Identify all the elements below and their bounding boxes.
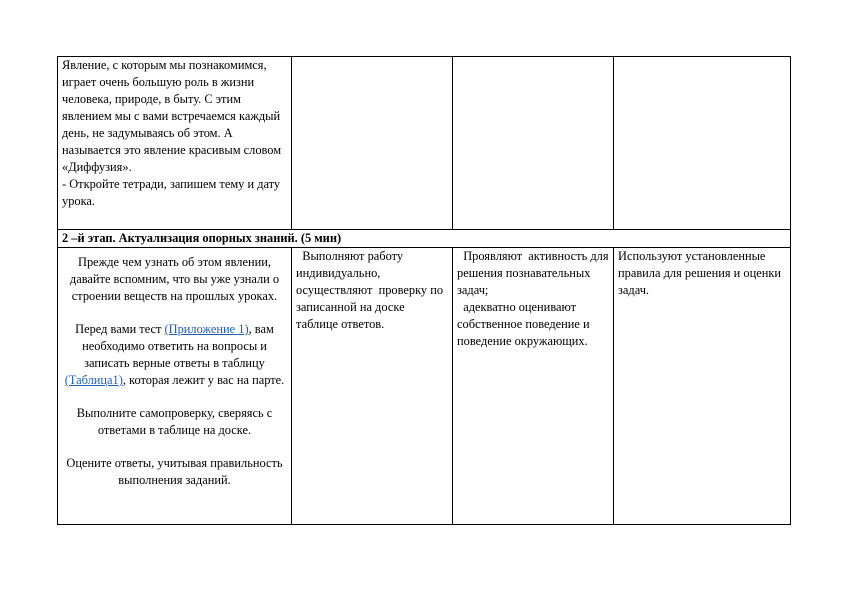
teacher-paragraph: Оцените ответы, учитывая правильность выполнения заданий. [66,456,283,487]
regulatory-uud-text: Используют установленные правила для решения и оценки задач. [618,249,782,297]
teacher-activity-cell [58,248,292,525]
teacher-paragraph: Выполните самопроверку, сверяясь с ответами в таблице на доске. [76,406,273,437]
text-fragment: Перед вами тест [75,322,165,336]
stage-title: 2 –й этап. Актуализация опорных знаний. (5 мин) [58,230,791,248]
intro-text: Явление, с которым мы познакомимся, играет очень большую роль в жизни человека, природе, в быту. С этим явлением мы с вами встречаемся каждый день, не задумываясь об этом. А называется это явление красивым словом «Диффузия». [62,58,282,174]
table-row [58,230,791,248]
table-row [58,248,791,525]
teacher-paragraph: Прежде чем узнать об этом явлении, давайте вспомним, что вы уже узнали о строении веществ на прошлых уроках. [69,255,280,303]
table-link[interactable]: (Таблица1) [64,373,123,387]
text-fragment: , которая лежит у вас на парте. [122,373,285,387]
student-activity-cell [292,248,453,525]
student-activity-text: Выполняют работу индивидуально, осуществляют проверку по записанной на доске таблице ответов. [296,249,447,331]
teacher-paragraph [62,321,287,389]
cognitive-uud-cell [453,248,614,525]
cognitive-uud-text: Проявляют активность для решения познавательных задач; адекватно оценивают собственное поведение и поведение окружающих. [457,249,609,348]
lesson-plan-table [57,56,791,525]
regulatory-uud-cell [614,248,791,525]
empty-cell [453,57,614,230]
empty-cell [292,57,453,230]
empty-cell [614,57,791,230]
instruction-text: - Откройте тетради, запишем тему и дату урока. [62,177,281,208]
text-fragment: , вам необходимо ответить на вопросы и записать верные ответы в таблицу [82,322,274,370]
table-row [58,57,791,230]
appendix-link[interactable]: (Приложение 1) [164,322,249,336]
intro-cell [58,57,292,230]
